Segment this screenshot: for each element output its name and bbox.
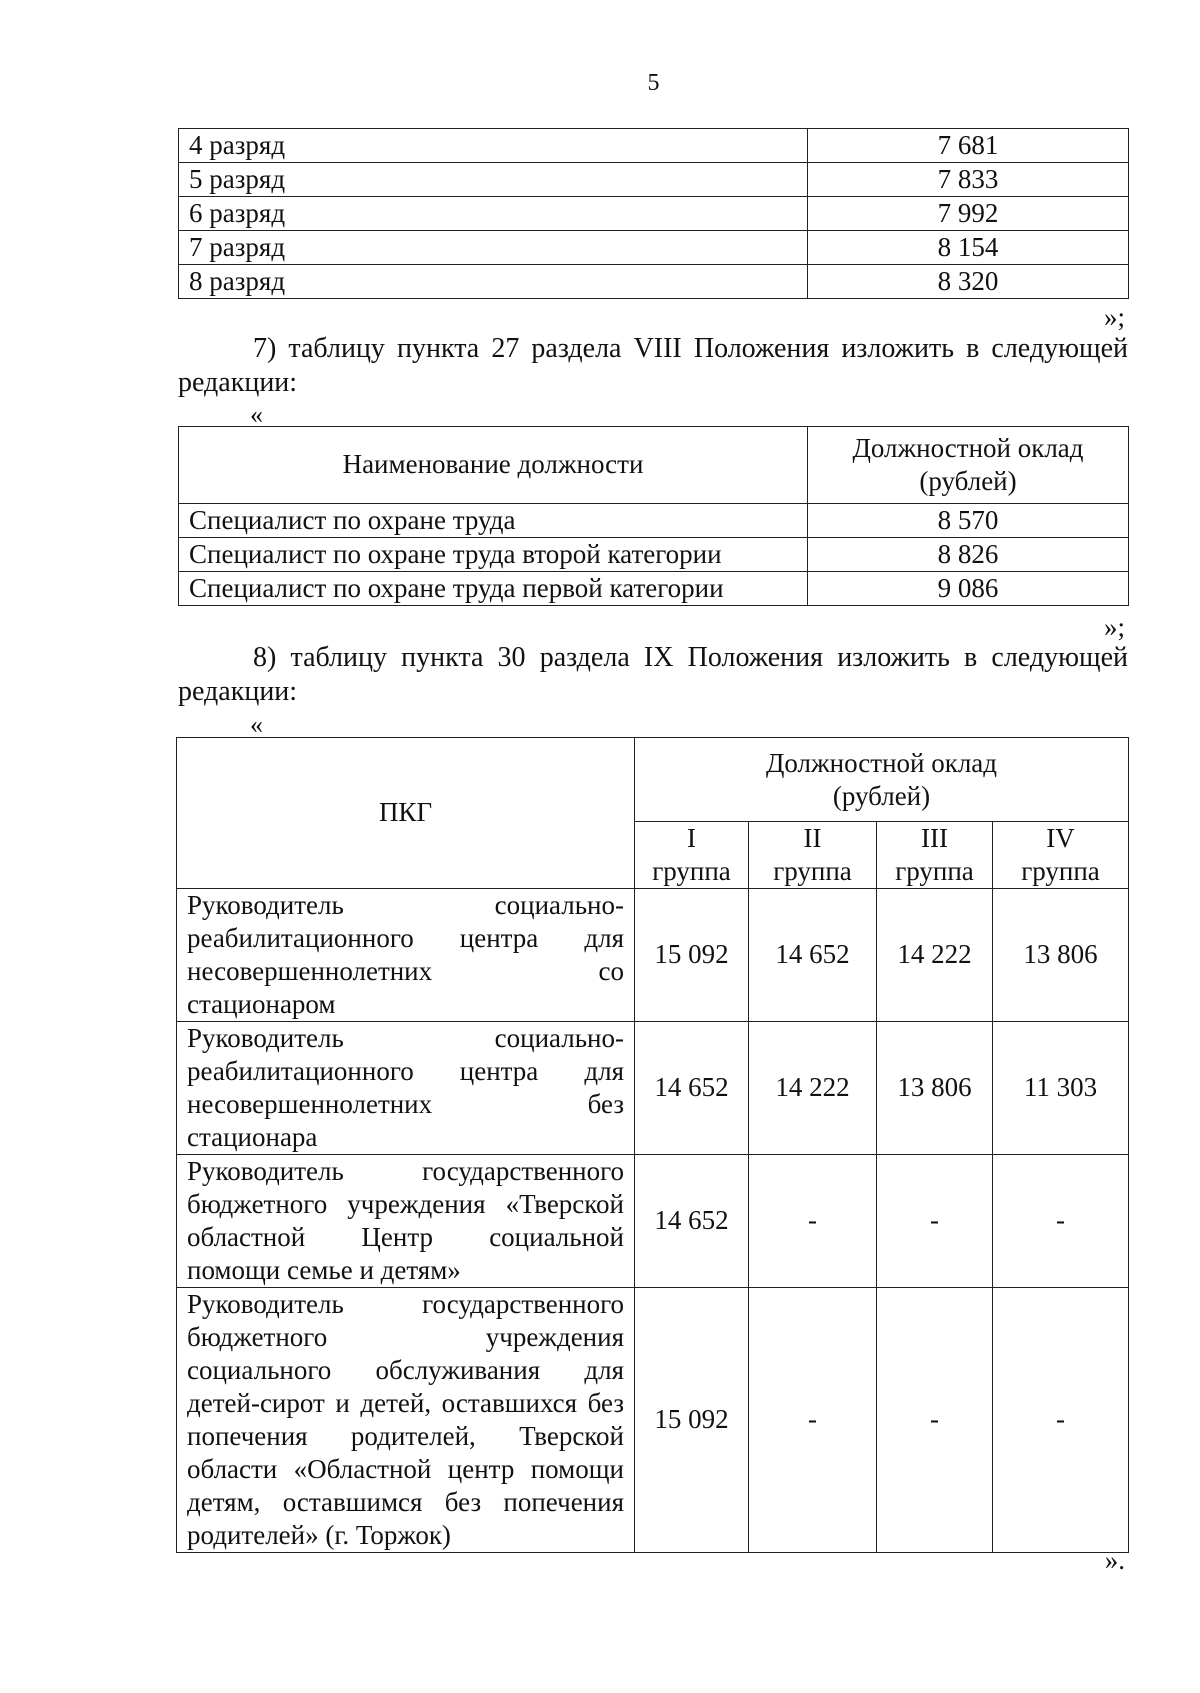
position-line: детей-сирот и детей, оставшихся без: [187, 1388, 624, 1418]
salary-group-4: 13 806: [993, 889, 1129, 1022]
grade-salary: 8 320: [808, 265, 1129, 299]
group-number: II: [803, 823, 822, 853]
salary-group-1: 15 092: [635, 889, 749, 1022]
table-row: [179, 504, 1129, 538]
position-cell: [177, 889, 635, 1022]
group-header: [635, 822, 749, 889]
table-row: [179, 129, 1129, 163]
opening-quote: «: [250, 400, 263, 429]
table-header-row: [179, 427, 1129, 504]
group-header: [749, 822, 877, 889]
paragraph-line: 8) таблицу пункта 30 раздела IX Положения изложить в следующей: [253, 642, 1128, 673]
group-label: группа: [1021, 856, 1100, 886]
position-line: стационара: [187, 1122, 318, 1152]
salary-group-3: 14 222: [877, 889, 993, 1022]
table-row: [179, 265, 1129, 299]
paragraph-line: редакции:: [178, 367, 298, 398]
salary-group-2: 14 652: [749, 889, 877, 1022]
grade-salary: 7 681: [808, 129, 1129, 163]
header-line: Должностной оклад: [765, 747, 998, 778]
grade-name: 6 разряд: [179, 197, 808, 231]
group-label: группа: [652, 856, 731, 886]
salary-group-1: 15 092: [635, 1288, 749, 1553]
salary-group-3: -: [877, 1155, 993, 1288]
group-number: IV: [1046, 823, 1075, 853]
group-header: [877, 822, 993, 889]
salary-group-2: -: [749, 1288, 877, 1553]
position-line: реабилитационного центра для: [187, 923, 624, 953]
position-line: Руководитель государственного: [187, 1289, 624, 1319]
opening-quote: «: [250, 710, 263, 739]
closing-quote: »;: [1103, 612, 1125, 642]
position-line: Руководитель социально-: [187, 1023, 624, 1053]
grade-name: 4 разряд: [179, 129, 808, 163]
salary-group-2: 14 222: [749, 1022, 877, 1155]
position-line: несовершеннолетних без: [187, 1089, 624, 1119]
position-salary: 8 826: [808, 538, 1129, 572]
position-line: родителей» (г. Торжок): [187, 1520, 451, 1550]
paragraph-line: 7) таблицу пункта 27 раздела VIII Положения изложить в следующей: [253, 333, 1128, 364]
position-line: реабилитационного центра для: [187, 1056, 624, 1086]
closing-quote: ».: [1104, 1545, 1125, 1575]
salary-group-4: 11 303: [993, 1022, 1129, 1155]
table-row: [179, 197, 1129, 231]
paragraph-7: [178, 332, 1128, 400]
header-line: (рублей): [919, 466, 1017, 496]
position-line: Руководитель социально-: [187, 890, 624, 920]
position-line: детям, оставшимся без попечения: [187, 1487, 624, 1517]
position-line: бюджетного учреждения: [187, 1322, 624, 1352]
position-salary-table: [178, 426, 1129, 606]
table-row: [179, 572, 1129, 606]
position-cell: [177, 1288, 635, 1553]
position-line: социального обслуживания для: [187, 1355, 624, 1385]
group-number: I: [687, 823, 696, 853]
table-row: [179, 231, 1129, 265]
position-cell: [177, 1022, 635, 1155]
column-header-salary: [808, 427, 1129, 504]
position-line: области «Областной центр помощи: [187, 1454, 624, 1484]
grade-name: 8 разряд: [179, 265, 808, 299]
pkg-salary-table: [176, 737, 1129, 1553]
group-number: III: [921, 823, 948, 853]
salary-group-2: -: [749, 1155, 877, 1288]
column-header-position: Наименование должности: [179, 427, 808, 504]
salary-group-4: -: [993, 1155, 1129, 1288]
grade-salary: 7 992: [808, 197, 1129, 231]
table-row: [177, 1022, 1129, 1155]
group-header: [993, 822, 1129, 889]
group-label: группа: [895, 856, 974, 886]
position-name: Специалист по охране труда: [179, 504, 808, 538]
position-line: несовершеннолетних со: [187, 956, 624, 986]
header-line: Должностной оклад: [852, 433, 1084, 463]
paragraph-line: редакции:: [178, 676, 298, 707]
table-row: [179, 163, 1129, 197]
position-salary: 8 570: [808, 504, 1129, 538]
grade-salary: 7 833: [808, 163, 1129, 197]
grade-salary-table: [178, 128, 1129, 299]
salary-group-4: -: [993, 1288, 1129, 1553]
position-salary: 9 086: [808, 572, 1129, 606]
grade-salary: 8 154: [808, 231, 1129, 265]
group-label: группа: [773, 856, 852, 886]
paragraph-8: [178, 641, 1128, 709]
position-name: Специалист по охране труда первой категории: [179, 572, 808, 606]
salary-group-3: -: [877, 1288, 993, 1553]
column-header-pkg: ПКГ: [177, 738, 635, 889]
table-row: [179, 538, 1129, 572]
page-number: 5: [647, 70, 660, 96]
position-line: стационаром: [187, 989, 336, 1019]
table-row: [177, 1288, 1129, 1553]
salary-group-3: 13 806: [877, 1022, 993, 1155]
salary-group-1: 14 652: [635, 1155, 749, 1288]
position-cell: [177, 1155, 635, 1288]
grade-name: 7 разряд: [179, 231, 808, 265]
header-line: (рублей): [832, 780, 931, 811]
position-line: бюджетного учреждения «Тверской: [187, 1189, 624, 1219]
table-row: [177, 1155, 1129, 1288]
table-header-row: [177, 738, 1129, 822]
grade-name: 5 разряд: [179, 163, 808, 197]
closing-quote: »;: [1103, 302, 1125, 332]
position-line: попечения родителей, Тверской: [187, 1421, 624, 1451]
position-line: помощи семье и детям»: [187, 1255, 461, 1285]
column-header-salary: [635, 738, 1129, 822]
position-name: Специалист по охране труда второй категории: [179, 538, 808, 572]
table-row: [177, 889, 1129, 1022]
position-line: Руководитель государственного: [187, 1156, 624, 1186]
salary-group-1: 14 652: [635, 1022, 749, 1155]
position-line: областной Центр социальной: [187, 1222, 624, 1252]
